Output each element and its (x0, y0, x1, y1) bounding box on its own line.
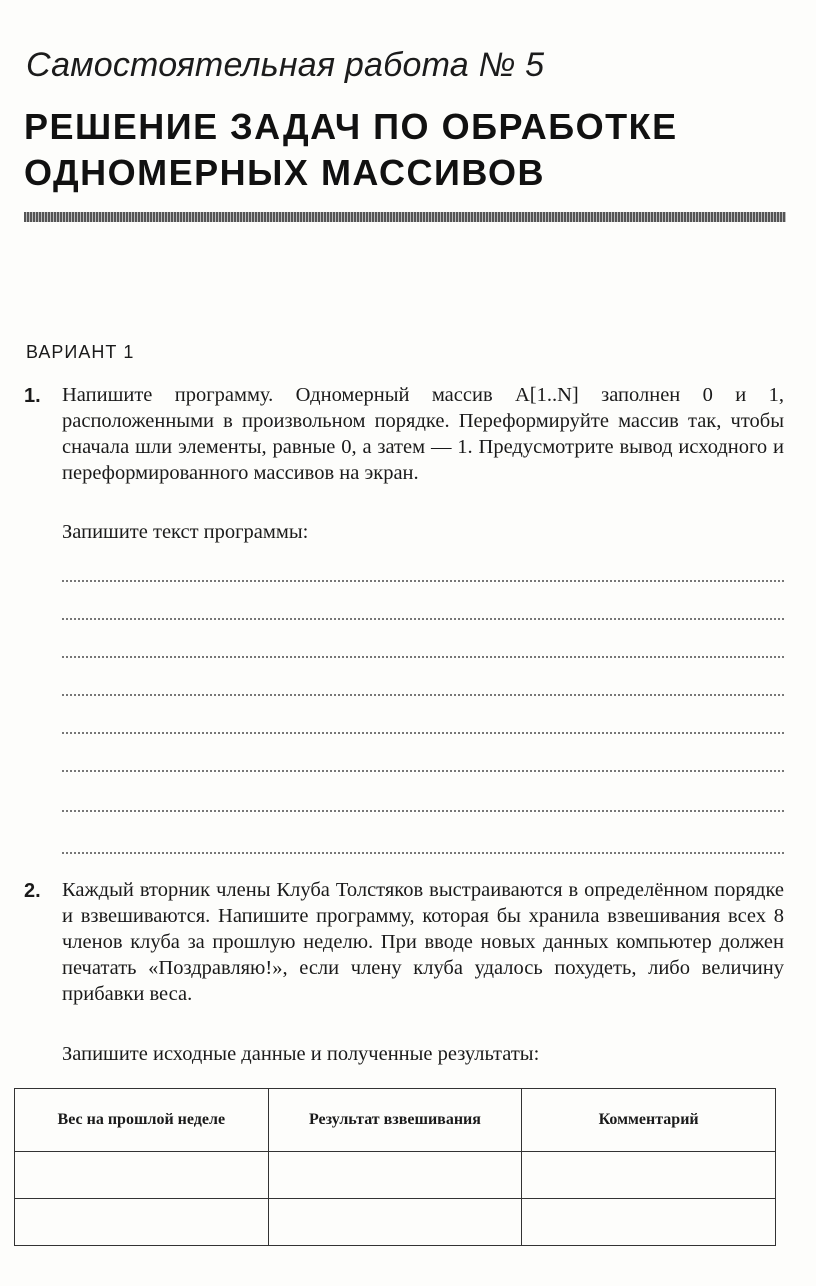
task-1-statement: Напишите программу. Одномерный массив A[1..N] заполнен 0 и 1, расположенными в произвольном порядке. Переформируйте массив так, чтобы сначала шли элементы, равные 0, а затем — 1. Предусмотрите вывод исходного и переформированного массивов на экран. (62, 384, 784, 484)
answer-line[interactable] (62, 694, 784, 696)
work-subtitle: Самостоятельная работа № 5 (26, 46, 545, 84)
answer-line[interactable] (62, 580, 784, 582)
task-1-prompt: Запишите текст программы: (62, 521, 309, 543)
table-cell[interactable] (268, 1199, 522, 1246)
answer-line[interactable] (62, 810, 784, 812)
task-2-statement: Каждый вторник члены Клуба Толстяков выстраиваются в определённом порядке и взвешиваются. Напишите программу, которая бы хранила взвешивания всех 8 членов клуба за прошлую неделю. При вводе новых данных компьютер должен печатать «Поздравляю!», если члену клуба удалось похудеть, либо величину прибавки веса. (62, 879, 784, 1005)
table-row (15, 1199, 776, 1246)
answer-line[interactable] (62, 852, 784, 854)
answer-line[interactable] (62, 770, 784, 772)
title-line-2: ОДНОМЕРНЫХ МАССИВОВ (24, 152, 546, 193)
table-cell[interactable] (522, 1199, 776, 1246)
column-header-comment: Комментарий (522, 1089, 776, 1152)
table-cell[interactable] (522, 1152, 776, 1199)
column-header-previous-weight: Вес на прошлой неделе (15, 1089, 269, 1152)
answer-line[interactable] (62, 656, 784, 658)
task-2-number: 2. (24, 880, 41, 902)
column-header-weighing-result: Результат взвешивания (268, 1089, 522, 1152)
title-line-1: РЕШЕНИЕ ЗАДАЧ ПО ОБРАБОТКЕ (24, 106, 678, 147)
task-2-text (62, 877, 784, 1007)
table-row (15, 1152, 776, 1199)
variant-label: ВАРИАНТ 1 (26, 342, 135, 362)
table-cell[interactable] (268, 1152, 522, 1199)
task-2-prompt: Запишите исходные данные и полученные результаты: (62, 1043, 540, 1065)
task-1-number: 1. (24, 385, 41, 407)
results-table (14, 1088, 776, 1246)
table-cell[interactable] (15, 1152, 269, 1199)
task-1-text (62, 382, 784, 486)
answer-line[interactable] (62, 618, 784, 620)
answer-line[interactable] (62, 732, 784, 734)
page-title (24, 104, 678, 196)
title-divider (24, 212, 786, 222)
table-header-row (15, 1089, 776, 1152)
table-cell[interactable] (15, 1199, 269, 1246)
